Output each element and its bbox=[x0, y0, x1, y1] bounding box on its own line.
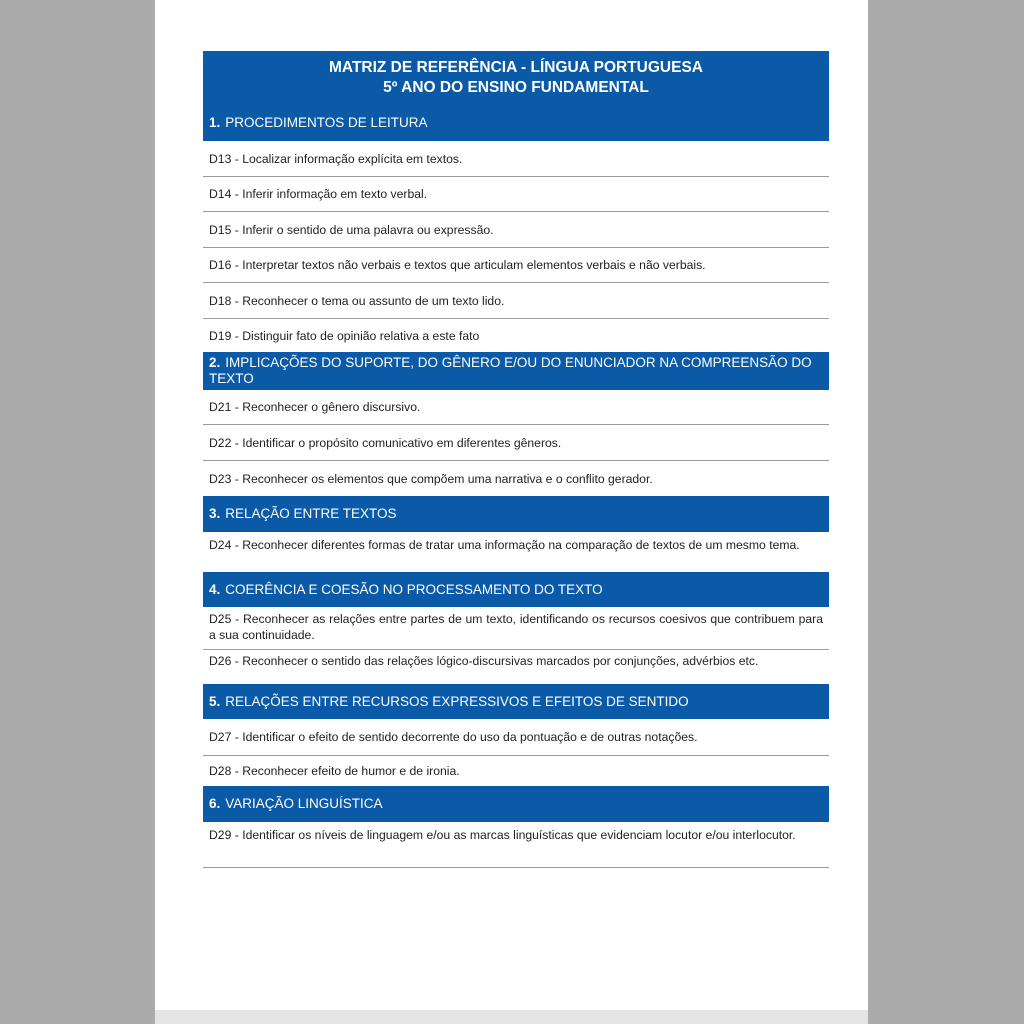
section-header-3 bbox=[203, 496, 829, 532]
section-title: COERÊNCIA E COESÃO NO PROCESSAMENTO DO TEXTO bbox=[225, 581, 603, 597]
section-number: 4. bbox=[209, 581, 221, 597]
section-header-1 bbox=[203, 105, 829, 141]
descriptor-row: D24 - Reconhecer diferentes formas de tratar uma informação na comparação de textos de um mesmo tema. bbox=[209, 538, 800, 552]
title-line-1: MATRIZ DE REFERÊNCIA - LÍNGUA PORTUGUESA bbox=[328, 59, 703, 76]
descriptor-row: D27 - Identificar o efeito de sentido decorrente do uso da pontuação e de outras notações. bbox=[203, 719, 829, 756]
section-number: 5. bbox=[209, 693, 221, 709]
descriptor-row: D21 - Reconhecer o gênero discursivo. bbox=[203, 390, 829, 425]
section-title: VARIAÇÃO LINGUÍSTICA bbox=[225, 796, 383, 811]
descriptor-row: D18 - Reconhecer o tema ou assunto de um texto lido. bbox=[203, 283, 829, 319]
section-number: 3. bbox=[209, 506, 221, 521]
matrix-title bbox=[203, 51, 829, 105]
descriptor-row: D15 - Inferir o sentido de uma palavra ou expressão. bbox=[203, 212, 829, 248]
descriptor-row: D19 - Distinguir fato de opinião relativa a este fato bbox=[209, 328, 480, 343]
section-number: 1. bbox=[209, 115, 221, 130]
descriptor-row: D28 - Reconhecer efeito de humor e de ironia. bbox=[209, 764, 460, 778]
title-line-2: 5º ANO DO ENSINO FUNDAMENTAL bbox=[383, 79, 649, 96]
descriptor-row: D13 - Localizar informação explícita em textos. bbox=[203, 141, 829, 177]
section-title: PROCEDIMENTOS DE LEITURA bbox=[225, 115, 428, 130]
section-number: 6. bbox=[209, 796, 221, 811]
section-header-4 bbox=[203, 572, 829, 607]
descriptor-row: D23 - Reconhecer os elementos que compõem uma narrativa e o conflito gerador. bbox=[209, 471, 653, 486]
section-header-5 bbox=[203, 684, 829, 719]
descriptor-row: D22 - Identificar o propósito comunicativo em diferentes gêneros. bbox=[203, 425, 829, 461]
descriptor-row: D25 - Reconhecer as relações entre partes de um texto, identificando os recursos coesivos que contribuem para a sua continuidade. bbox=[203, 607, 829, 650]
section-header-6 bbox=[203, 786, 829, 822]
section-header-2 bbox=[203, 352, 829, 390]
section-title: RELAÇÕES ENTRE RECURSOS EXPRESSIVOS E EFEITOS DE SENTIDO bbox=[225, 693, 689, 709]
descriptor-row: D14 - Inferir informação em texto verbal. bbox=[203, 177, 829, 212]
descriptor-row: D16 - Interpretar textos não verbais e textos que articulam elementos verbais e não verbais. bbox=[203, 248, 829, 283]
section-number: 2. bbox=[209, 355, 221, 370]
section-title: IMPLICAÇÕES DO SUPORTE, DO GÊNERO E/OU DO ENUNCIADOR NA COMPREENSÃO DO TEXTO bbox=[209, 355, 812, 386]
descriptor-row: D26 - Reconhecer o sentido das relações lógico-discursivas marcados por conjunções, advérbios etc. bbox=[209, 654, 759, 668]
section-title: RELAÇÃO ENTRE TEXTOS bbox=[225, 506, 397, 521]
descriptor-row: D29 - Identificar os níveis de linguagem e/ou as marcas linguísticas que evidenciam locutor e/ou interlocutor. bbox=[203, 822, 829, 868]
reference-matrix-table bbox=[203, 51, 829, 868]
document-page bbox=[155, 0, 868, 1024]
page-edge bbox=[155, 1010, 868, 1024]
